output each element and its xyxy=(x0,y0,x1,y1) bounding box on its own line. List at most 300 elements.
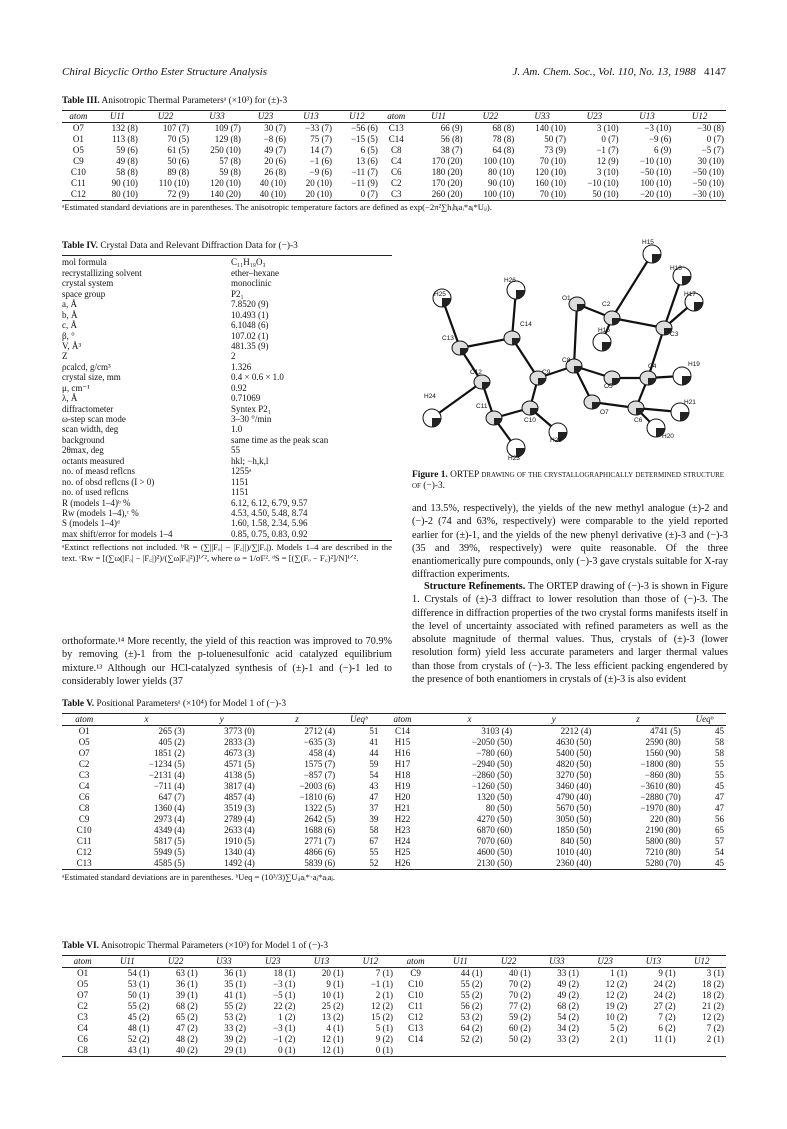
table-cell: 70 (2) xyxy=(509,979,531,990)
table-cell: 6 (2) xyxy=(658,1023,676,1034)
table-cell: 58 xyxy=(715,748,724,759)
atom-h26 xyxy=(504,277,525,299)
table-cell: 4673 (3) xyxy=(224,748,255,759)
table-cell: 3 (10) xyxy=(596,167,619,178)
table-cell: −33 (7) xyxy=(305,123,332,134)
table-cell: 55 (2) xyxy=(460,979,483,990)
right-paragraph-1: and 13.5%, respectively), the yields of the new methyl analogue (±)-2 and (−)-2 (74 and 63%, respectively) were comparable to the yield reported earlier for (±)-1, and the yields of the new phenyl derivative (±)-3 and (−)-3 (35 and 39%, respectively) were quite reasonable. Of the three enantiomerically pure compounds, only (−)-3 gave crystals suitable for X-ray diffraction experiments. xyxy=(412,503,728,581)
atom-label: C2 xyxy=(602,301,611,308)
table-cell: −11 (7) xyxy=(351,167,378,178)
table-cell: 110 (10) xyxy=(158,178,190,189)
table-cell: 26 (8) xyxy=(264,167,287,178)
table-row xyxy=(62,979,726,990)
table-vi-grid xyxy=(62,955,726,1057)
table-cell: 1910 (5) xyxy=(224,836,255,847)
table-cell: H22 xyxy=(394,814,411,825)
table-cell: 4857 (4) xyxy=(224,792,255,803)
table-cell: H20 xyxy=(394,792,411,803)
parameter-name: ω-step scan mode xyxy=(62,414,126,425)
parameter-name: S (models 1–4)ᵈ xyxy=(62,518,120,529)
table-cell: 35 (1) xyxy=(224,979,247,990)
table-cell: 67 xyxy=(369,836,379,847)
table-cell: 3050 (50) xyxy=(556,814,592,825)
table-iii-grid xyxy=(62,110,726,201)
table-row xyxy=(62,414,392,424)
column-header: atom xyxy=(406,956,425,967)
table-row xyxy=(62,456,392,466)
atom-c6 xyxy=(628,401,644,424)
table-cell: 5 (1) xyxy=(375,1023,394,1034)
table-cell: 5670 (50) xyxy=(556,803,592,814)
table-cell: 90 (10) xyxy=(487,178,515,189)
column-header: atom xyxy=(75,714,94,725)
table-cell: 220 (80) xyxy=(650,814,681,825)
column-header: atom xyxy=(73,956,92,967)
table-cell: C6 xyxy=(78,792,90,803)
table-cell: −1970 (80) xyxy=(640,803,681,814)
table-row xyxy=(62,498,392,508)
parameter-name: R (models 1–4)ᵇ % xyxy=(62,497,131,508)
parameter-name: no. of measd reflcns xyxy=(62,466,135,477)
ellipsoid-shade xyxy=(460,348,468,355)
table-cell: −20 (10) xyxy=(639,189,672,200)
parameter-value: hkl; −h,k,l xyxy=(231,455,269,466)
table-row xyxy=(62,466,392,476)
table-cell: 1 (1) xyxy=(610,968,628,979)
table-cell: 50 (7) xyxy=(544,134,567,145)
table-cell: 47 xyxy=(715,803,724,814)
atom-label: O5 xyxy=(604,383,613,390)
table-cell: O1 xyxy=(78,726,90,737)
table-cell: 6870 (60) xyxy=(476,825,513,836)
table-cell: 1010 (40) xyxy=(556,847,592,858)
parameter-name: b, Å xyxy=(62,309,78,320)
parameter-name: mol formula xyxy=(62,257,107,268)
table-cell: 56 (8) xyxy=(440,134,463,145)
table-cell: 0 (1) xyxy=(278,1045,296,1056)
parameter-value: 2 xyxy=(231,351,236,362)
table-cell: 4790 (40) xyxy=(556,792,592,803)
table-cell: 5839 (6) xyxy=(304,858,336,869)
table-cell: C9 xyxy=(410,968,421,979)
table-cell: 51 xyxy=(369,726,379,737)
parameter-name: Z xyxy=(62,351,68,362)
parameter-value: 481.35 (9) xyxy=(231,340,269,351)
table-cell: 113 (8) xyxy=(111,134,138,145)
atom-o1 xyxy=(562,295,585,311)
table-cell: 53 (2) xyxy=(460,1012,483,1023)
table-cell: 64 (8) xyxy=(492,145,515,156)
table-cell: −3 (10) xyxy=(644,123,672,134)
table-cell: 80 (50) xyxy=(485,803,513,814)
table-cell: 2190 (80) xyxy=(645,825,681,836)
table-cell: −30 (8) xyxy=(697,123,724,134)
table-cell: 34 (2) xyxy=(557,1023,580,1034)
table-cell: 55 (2) xyxy=(127,1001,150,1012)
table-cell: 47 (2) xyxy=(176,1023,198,1034)
right-paragraph-2-text: The ORTEP drawing of (−)-3 is shown in Figure 1. Crystals of (±)-3 diffract to lower resolution than those of (−)-3. The difference in diffraction properties of the two crystal forms manifests itself in the level of uncertainty associated with refined parameters as well as the absolute magnitude of thermal values. Thus, crystals of (±)-3 (lower resolution form) yield less accurate parameters and larger thermal values than those from crystals of (−)-3. The less efficient packing engendered by the presence of both enantiomers in crystals of (±)-3 is also evident xyxy=(412,581,728,685)
table-cell: 11 (1) xyxy=(654,1034,676,1045)
table-cell: 2712 (4) xyxy=(304,726,336,737)
table-cell: 40 (1) xyxy=(509,968,531,979)
table-iii xyxy=(62,96,726,213)
table-row xyxy=(62,341,392,351)
table-cell: 24 (2) xyxy=(653,990,676,1001)
parameter-value: C₁₁H₁₈O₃ xyxy=(231,257,266,268)
parameter-name: crystal system xyxy=(62,278,114,289)
table-cell: 64 (2) xyxy=(460,1023,483,1034)
table-iv-label: Table IV. xyxy=(62,241,98,251)
parameter-value: monoclinic xyxy=(231,278,272,289)
parameter-value: 3–30 °/min xyxy=(231,414,272,425)
atom-h15 xyxy=(642,239,661,263)
table-cell: 68 (2) xyxy=(176,1001,198,1012)
table-cell: 4349 (4) xyxy=(153,825,185,836)
table-cell: 48 (2) xyxy=(176,1034,198,1045)
table-cell: 5280 (70) xyxy=(645,858,681,869)
table-cell: −1 (1) xyxy=(370,979,394,990)
table-row xyxy=(62,320,392,330)
ellipsoid-shade xyxy=(612,378,620,385)
journal-citation xyxy=(513,66,726,79)
table-cell xyxy=(581,1045,629,1056)
column-header: U23 xyxy=(597,956,613,967)
figure-1-label: Figure 1. xyxy=(412,470,448,480)
table-cell: 12 (9) xyxy=(596,156,619,167)
table-cell: −3 (1) xyxy=(273,979,296,990)
table-cell: 5949 (5) xyxy=(153,847,185,858)
table-iv-grid xyxy=(62,257,392,539)
table-cell: 2833 (3) xyxy=(224,737,255,748)
table-row xyxy=(62,123,726,134)
atom-label: H21 xyxy=(684,399,696,406)
table-row xyxy=(62,1045,726,1056)
parameter-value: 6.1048 (6) xyxy=(231,320,269,331)
column-header: Ueqᵇ xyxy=(350,714,368,725)
table-cell: 1850 (50) xyxy=(556,825,592,836)
parameter-value: 1151 xyxy=(231,476,249,487)
table-cell: 70 (2) xyxy=(509,990,531,1001)
table-cell: 265 (3) xyxy=(158,726,185,737)
table-cell: 77 (2) xyxy=(509,1001,531,1012)
table-cell: 18 (2) xyxy=(702,979,724,990)
table-cell: O1 xyxy=(77,968,89,979)
figure-1-ortep xyxy=(412,238,728,462)
parameter-name: diffractometer xyxy=(62,403,114,414)
table-cell: 3460 (40) xyxy=(556,781,592,792)
table-cell: 12 (2) xyxy=(702,1012,724,1023)
table-row xyxy=(62,310,392,320)
table-v-caption xyxy=(62,699,726,710)
parameter-value: ether–hexane xyxy=(231,267,279,278)
table-cell: 41 xyxy=(369,737,379,748)
table-row xyxy=(62,518,392,528)
atom-label: C11 xyxy=(476,403,488,410)
table-cell: 59 (6) xyxy=(116,145,138,156)
table-cell: O7 xyxy=(77,990,89,1001)
table-cell: 50 (2) xyxy=(509,1034,531,1045)
table-cell: 1340 (4) xyxy=(224,847,255,858)
table-cell: 1322 (5) xyxy=(304,803,336,814)
atom-h24 xyxy=(423,393,441,427)
atom-c2 xyxy=(602,301,620,325)
table-row xyxy=(62,847,726,858)
table-cell: 30 (10) xyxy=(697,156,724,167)
table-cell: O1 xyxy=(72,134,84,145)
table-row xyxy=(62,529,392,539)
table-cell: C14 xyxy=(388,134,404,145)
table-cell: 50 (1) xyxy=(127,990,150,1001)
table-cell: 78 (8) xyxy=(492,134,515,145)
table-vi xyxy=(62,941,726,1057)
table-cell: 20 (1) xyxy=(321,968,344,979)
atom-o7 xyxy=(584,395,609,416)
table-cell: 1688 (6) xyxy=(304,825,336,836)
ellipsoid-shade xyxy=(574,366,582,373)
table-row xyxy=(62,435,392,445)
column-header: z xyxy=(295,714,299,725)
table-cell: 2 (1) xyxy=(610,1034,628,1045)
table-cell: O7 xyxy=(78,748,90,759)
ellipsoid-shade xyxy=(482,382,490,389)
atom-h25 xyxy=(433,289,451,307)
table-cell: 18 (1) xyxy=(273,968,296,979)
table-cell: C14 xyxy=(395,726,411,737)
table-row xyxy=(62,1012,726,1023)
column-header: U11 xyxy=(431,111,446,122)
table-cell: 33 (2) xyxy=(557,1034,580,1045)
atom-o5 xyxy=(604,371,620,390)
atom-h18 xyxy=(670,265,691,285)
table-cell: C11 xyxy=(76,836,92,847)
table-cell: 65 xyxy=(715,825,724,836)
table-cell: 44 (1) xyxy=(460,968,483,979)
table-cell: C10 xyxy=(408,990,424,1001)
atom-c3 xyxy=(656,321,679,338)
table-cell: 58 (8) xyxy=(116,167,138,178)
table-cell: 48 (1) xyxy=(127,1023,150,1034)
table-cell: 170 (20) xyxy=(431,178,463,189)
table-row xyxy=(62,759,726,770)
table-cell: 43 xyxy=(369,781,379,792)
ellipsoid-shade xyxy=(682,376,691,385)
table-row xyxy=(62,792,726,803)
table-cell: 40 (10) xyxy=(259,178,287,189)
column-header: y xyxy=(219,714,224,725)
table-cell: 54 (1) xyxy=(127,968,150,979)
table-cell: 49 (8) xyxy=(116,156,138,167)
table-cell: 20 (6) xyxy=(264,156,287,167)
table-cell: 0 (7) xyxy=(706,134,724,145)
table-cell: 3 (10) xyxy=(596,123,619,134)
table-vi-title: Anisotropic Thermal Parameters (×10³) for Model 1 of (−)-3 xyxy=(100,941,329,951)
table-cell: 39 (2) xyxy=(224,1034,247,1045)
table-cell: 1560 (90) xyxy=(645,748,681,759)
table-row xyxy=(62,445,392,455)
table-cell: 12 (1) xyxy=(321,1034,344,1045)
parameter-value: 0.71069 xyxy=(231,393,261,404)
table-vi-label: Table VI. xyxy=(62,941,99,951)
table-cell: 120 (10) xyxy=(210,178,241,189)
column-header: U13 xyxy=(645,956,662,967)
table-iv-footnote: ᵃExtinct reflections not included. ᵇR = (∑||Fₒ| − |F꜀||)/∑|Fₒ|). Models 1–4 are described in the text. ᶜRw = [(∑ω(|Fₒ| − |F꜀|)²)/(∑ω|Fₒ|²)]¹ᐟ², where ω = 1/σF². ᵈS = [(∑(Fₒ − F꜀)²]/N]¹ᐟ². xyxy=(62,542,392,563)
table-cell: −9 (6) xyxy=(309,167,332,178)
table-cell: 4630 (50) xyxy=(556,737,592,748)
table-cell: −1 (2) xyxy=(273,1034,296,1045)
column-header: U23 xyxy=(586,111,603,122)
table-row xyxy=(62,825,726,836)
table-cell: C2 xyxy=(78,759,90,770)
table-cell: 75 (7) xyxy=(310,134,332,145)
parameter-value: same time as the peak scan xyxy=(231,434,329,445)
table-cell: 66 (9) xyxy=(440,123,463,134)
table-iii-footnote: ᵃEstimated standard deviations are in parentheses. The anisotropic temperature factors are defined as exp(−2π²∑hᵢhⱼaᵢ*aⱼ*Uᵢⱼ). xyxy=(62,202,492,213)
ellipsoid-shade xyxy=(648,378,656,385)
parameter-value: 0.4 × 0.6 × 1.0 xyxy=(231,372,284,383)
column-header: U12 xyxy=(349,111,365,122)
table-row xyxy=(62,1023,726,1034)
column-header: x xyxy=(467,714,472,725)
table-cell: −2003 (6) xyxy=(299,781,336,792)
parameter-name: a, Å xyxy=(62,299,77,310)
table-cell: 2771 (7) xyxy=(304,836,336,847)
table-row xyxy=(62,167,726,178)
atom-label: C13 xyxy=(442,335,454,342)
table-cell: 140 (20) xyxy=(210,189,241,200)
journal-name: J. Am. Chem. Soc., Vol. 110, No. 13, 1988 xyxy=(512,66,696,78)
table-cell: H21 xyxy=(394,803,411,814)
table-cell: 7210 (80) xyxy=(645,847,681,858)
table-cell: 3519 (3) xyxy=(224,803,255,814)
parameter-name: background xyxy=(62,434,105,445)
column-header: U23 xyxy=(257,111,274,122)
bond-line xyxy=(612,254,652,318)
figure-1-caption xyxy=(412,470,728,493)
parameter-value: 4.53, 4.50, 5.48, 8.74 xyxy=(231,507,308,518)
atom-c10 xyxy=(522,401,538,424)
table-cell xyxy=(678,1045,726,1056)
table-cell: 2 (1) xyxy=(375,990,394,1001)
atom-h22 xyxy=(549,423,567,444)
table-cell: C13 xyxy=(388,123,404,134)
parameter-value: 7.8520 (9) xyxy=(231,299,269,310)
table-cell: 45 (2) xyxy=(127,1012,150,1023)
column-header: atom xyxy=(393,714,412,725)
table-cell: 38 (7) xyxy=(440,145,463,156)
table-cell: 647 (7) xyxy=(158,792,185,803)
column-header: U22 xyxy=(482,111,499,122)
table-cell: 43 (1) xyxy=(127,1045,150,1056)
table-cell: −2050 (50) xyxy=(471,737,513,748)
table-cell: 12 (1) xyxy=(321,1045,344,1056)
table-cell: 1320 (50) xyxy=(476,792,513,803)
table-row xyxy=(62,770,726,781)
atom-c13 xyxy=(442,335,468,355)
parameter-name: crystal size, mm xyxy=(62,372,121,383)
atom-h23 xyxy=(507,439,525,462)
parameter-name: Rw (models 1–4),ᶜ % xyxy=(62,507,139,518)
table-v-footnote: ᵃEstimated standard deviations are in parentheses. ᵇUeq = (10³/3)∑Uᵢⱼaᵢ*·aⱼ*aᵢaⱼ. xyxy=(62,872,336,883)
atom-label: H25 xyxy=(434,291,446,298)
table-cell: 58 xyxy=(369,825,379,836)
table-cell: 10 (2) xyxy=(605,1012,628,1023)
column-header: Ueqᵇ xyxy=(695,714,714,725)
table-iv xyxy=(62,241,392,563)
atom-label: C3 xyxy=(670,331,679,338)
table-cell: 3103 (4) xyxy=(481,726,513,737)
parameter-name: no. of used reflcns xyxy=(62,487,129,498)
atom-c4 xyxy=(640,363,657,385)
atom-label: C4 xyxy=(648,363,657,370)
table-cell: 0 (7) xyxy=(601,134,619,145)
ellipsoid-shade xyxy=(538,378,546,385)
parameter-name: V, Å³ xyxy=(62,340,82,351)
parameter-name: β, ° xyxy=(62,330,75,341)
table-cell: O5 xyxy=(78,737,90,748)
table-cell: 7 (2) xyxy=(706,1023,724,1034)
table-cell: 1360 (4) xyxy=(153,803,185,814)
table-cell: 61 (5) xyxy=(167,145,190,156)
ellipsoid-shade xyxy=(682,276,691,285)
table-cell: 5817 (5) xyxy=(153,836,185,847)
table-cell: 3773 (0) xyxy=(224,726,255,737)
ellipsoid-shade xyxy=(680,412,689,421)
table-cell: 59 xyxy=(369,759,379,770)
parameter-value: 10.493 (1) xyxy=(231,309,269,320)
atom-c8 xyxy=(562,357,582,373)
atom-label: C14 xyxy=(520,321,532,328)
table-cell: 63 (1) xyxy=(176,968,198,979)
table-cell: C12 xyxy=(70,189,86,200)
atom-label: C8 xyxy=(562,357,571,364)
table-cell: O5 xyxy=(72,145,84,156)
column-header: atom xyxy=(69,111,88,122)
column-header: U13 xyxy=(313,956,330,967)
parameter-value: P2₁ xyxy=(231,288,244,299)
ellipsoid-shade xyxy=(694,302,703,311)
table-cell: 1575 (7) xyxy=(304,759,336,770)
table-cell: C9 xyxy=(73,156,84,167)
atom-h16 xyxy=(593,327,611,351)
atom-label: O7 xyxy=(600,409,609,416)
table-cell: C11 xyxy=(408,1001,423,1012)
table-iii-title: Anisotropic Thermal Parametersᵃ (×10³) for (±)-3 xyxy=(101,96,288,106)
table-cell xyxy=(395,1045,436,1056)
table-cell: −30 (10) xyxy=(692,189,724,200)
ellipsoid-shade xyxy=(494,418,502,425)
table-cell: 80 (10) xyxy=(487,167,515,178)
table-cell: 6 (9) xyxy=(654,145,672,156)
table-cell: 2789 (4) xyxy=(224,814,255,825)
table-cell: 2633 (4) xyxy=(224,825,255,836)
table-cell: 12 (2) xyxy=(605,979,628,990)
table-cell: 160 (10) xyxy=(535,178,567,189)
table-cell: 4270 (50) xyxy=(476,814,513,825)
table-row xyxy=(62,178,726,189)
table-cell: −11 (9) xyxy=(351,178,378,189)
table-vi-caption xyxy=(62,941,726,952)
parameter-name: scan width, deg xyxy=(62,424,119,435)
table-row xyxy=(62,990,726,1001)
parameter-name: λ, Å xyxy=(62,393,78,404)
column-header: U11 xyxy=(119,956,135,967)
table-cell: 54 xyxy=(369,770,379,781)
table-cell: 170 (20) xyxy=(431,156,463,167)
table-cell: 0 (7) xyxy=(360,189,378,200)
table-cell: 55 (2) xyxy=(224,1001,247,1012)
atom-c12 xyxy=(470,369,490,389)
table-cell: C3 xyxy=(391,189,402,200)
